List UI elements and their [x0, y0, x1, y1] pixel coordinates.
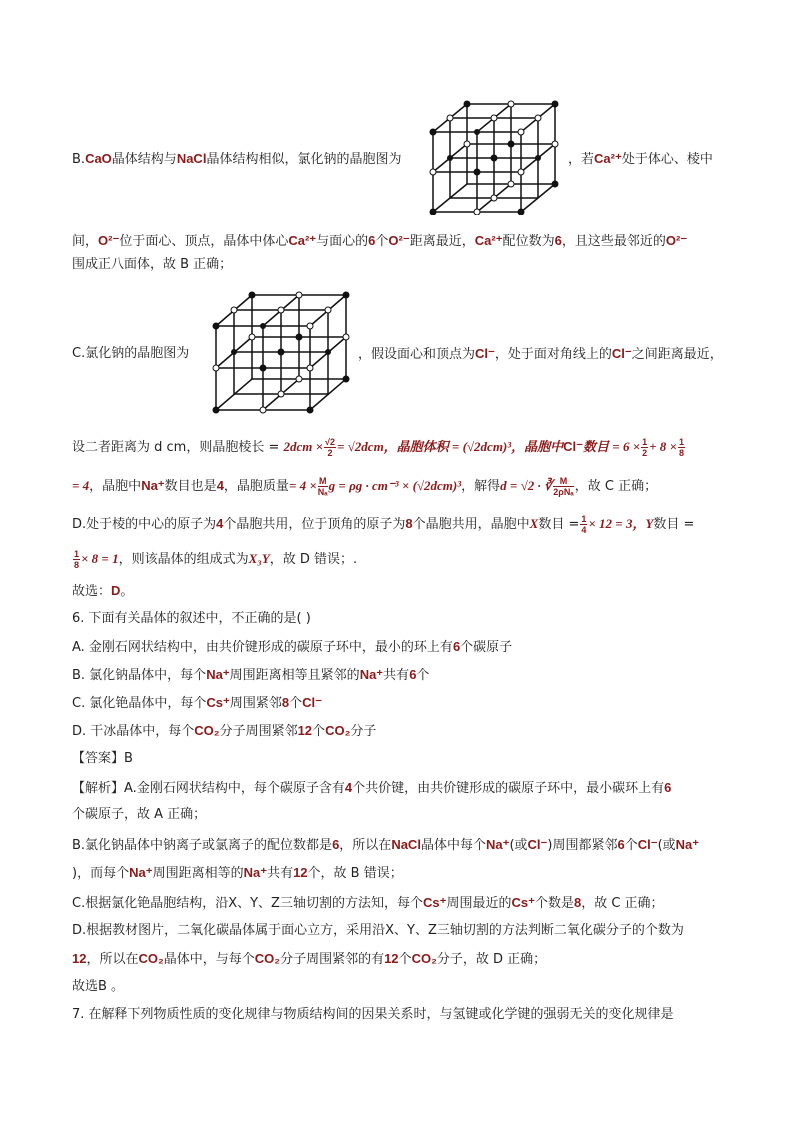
- analysis-d-line2: 12，所以在CO₂晶体中，与每个CO₂分子周围紧邻的有12个CO₂分子，故 D 正确；: [72, 951, 547, 967]
- question-6-option-b: B. 氯化钠晶体中，每个Na⁺周围距离相等且紧邻的Na⁺共有6个: [72, 667, 430, 683]
- option-b-line1: B.CaO晶体结构与NaCl晶体结构相似，氯化钠的晶胞图为: [72, 151, 402, 167]
- question-6-stem: 6. 下面有关晶体的叙述中，不正确的是( ): [72, 611, 311, 626]
- option-c-line3: = 4，晶胞中Na⁺数目也是4，晶胞质量= 4 × $\frac{M}{\text{Nₐ}}$ g = ρg · cm⁻³ × (√2dcm)³，解得d = √2 · ∛ $\frac{M}{\text{2ρNₐ}}$ ，故 C 正确；: [72, 476, 658, 497]
- option-c-line2: 设二者距离为 d cm，则晶胞棱长 = 2dcm × $\frac{√2}{2}$ = √2dcm，晶胞体积 = (√2dcm)³，晶胞中Cl⁻数目 = 6 × $\frac{1}{2}$ + 8 × $\frac{1}{8}$: [72, 437, 684, 458]
- question-6-option-a: A. 金刚石网状结构中，由共价键形成的碳原子环中，最小的环上有6个碳原子: [72, 639, 513, 655]
- option-d-line1: D.处于棱的中心的原子为4个晶胞共用，位于顶角的原子为8个晶胞共用，晶胞中X数目 = $\frac{1}{4}$ × 12 = 3，Y数目 =: [72, 514, 695, 535]
- fraction-1-over-8: $\frac{1}{8}$: [678, 437, 684, 458]
- fraction-m-over-na: $\frac{M}{\text{Nₐ}}$: [317, 476, 328, 497]
- question-6-answer: 【答案】B: [72, 751, 133, 766]
- analysis-d-line1: D.根据教材图片，二氧化碳晶体属于面心立方，采用沿X、Y、Z三轴切割的方法判断二氧化碳分子的个数为: [72, 923, 684, 938]
- analysis-a-line1: 【解析】A.金刚石网状结构中，每个碳原子含有4个共价键，由共价键形成的碳原子环中，最小碳环上有6: [72, 780, 672, 796]
- option-b-line3: 围成正八面体，故 B 正确；: [72, 257, 233, 272]
- choose-line-2: 故选B 。: [72, 979, 125, 994]
- nacl-unit-cell-diagram-b: [425, 100, 560, 215]
- analysis-b-line2: )，而每个Na⁺周围距离相等的Na⁺共有12个，故 B 错误；: [72, 865, 403, 881]
- fraction-1-over-4: $\frac{1}{4}$: [581, 514, 587, 535]
- nacl-unit-cell-diagram-c: [208, 290, 353, 415]
- question-6-option-c: C. 氯化铯晶体中，每个Cs⁺周围紧邻8个Cl⁻: [72, 695, 322, 711]
- question-6-option-d: D. 干冰晶体中，每个CO₂分子周围紧邻12个CO₂分子: [72, 723, 377, 739]
- analysis-c-line: C.根据氯化铯晶胞结构，沿X、Y、Z三轴切割的方法知，每个Cs⁺周围最近的Cs⁺个数是8，故 C 正确；: [72, 895, 664, 911]
- option-c-line1-right: ，假设面心和顶点为Cl⁻，处于面对角线上的Cl⁻之间距离最近，: [358, 346, 723, 362]
- analysis-b-line1: B.氯化钠晶体中钠离子或氯离子的配位数都是6，所以在NaCl晶体中每个Na⁺(或Cl⁻)周围都紧邻6个Cl⁻(或Na⁺: [72, 837, 700, 853]
- fraction-1-over-8-d: $\frac{1}{8}$: [74, 549, 80, 570]
- fraction-m-over-2rhona: $\frac{M}{\text{2ρNₐ}}$: [553, 476, 574, 497]
- option-b-line2: 间，O²⁻位于面心、顶点，晶体中体心Ca²⁺与面心的6个O²⁻距离最近，Ca²⁺配位数为6，且这些最邻近的O²⁻: [72, 233, 688, 249]
- fraction-1-over-2: $\frac{1}{2}$: [642, 437, 648, 458]
- question-7-stem: 7. 在解释下列物质性质的变化规律与物质结构间的因果关系时，与氢键或化学键的强弱无关的变化规律是: [72, 1007, 674, 1022]
- option-d-line2: $\frac{1}{8}$ × 8 = 1，则该晶体的组成式为X₃Y，故 D 错误；.: [74, 549, 358, 570]
- choose-line-1: 故选：D。: [72, 583, 134, 599]
- analysis-a-line2: 个碳原子，故 A 正确；: [72, 807, 207, 822]
- fraction-sqrt2-over-2: $\frac{√2}{2}$: [325, 437, 335, 458]
- formula-cao: CaO: [85, 151, 112, 166]
- option-b-line1-right: ，若Ca²⁺处于体心、棱中: [568, 151, 713, 167]
- option-c-line1-left: C.氯化钠的晶胞图为: [72, 346, 190, 361]
- formula-nacl: NaCl: [176, 151, 207, 166]
